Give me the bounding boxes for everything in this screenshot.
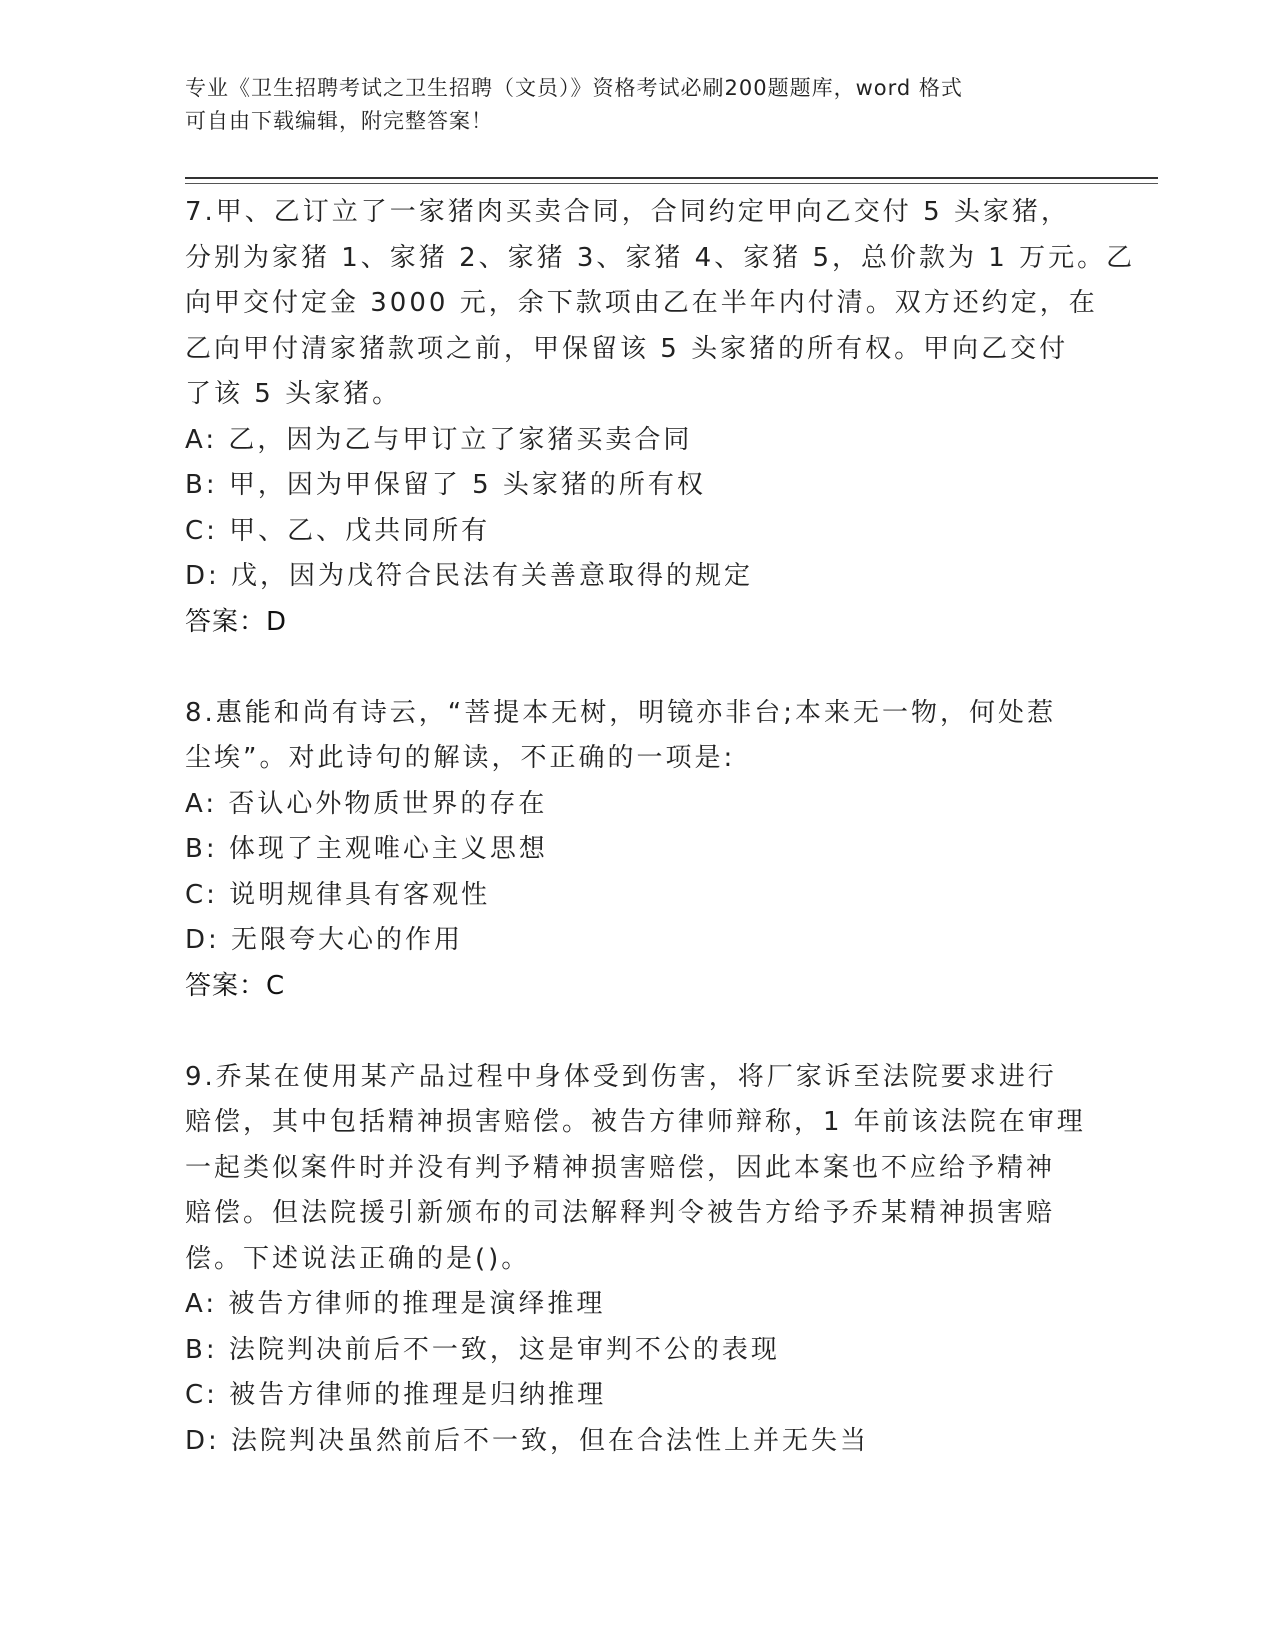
answer-label: 答案：D <box>185 606 288 637</box>
question-spacer <box>185 645 1085 691</box>
option-c: C: 被告方律师的推理是归纳推理 <box>185 1380 607 1410</box>
question-text-line: 尘埃”。对此诗句的解读，不正确的一项是: <box>185 743 736 773</box>
option-c: C: 说明规律具有客观性 <box>185 879 491 910</box>
option-b: B: 体现了主观唯心主义思想 <box>185 834 548 864</box>
option-c: C: 甲、乙、戊共同所有 <box>185 515 491 546</box>
question-text-line: 赔偿，其中包括精神损害赔偿。被告方律师辩称，1 年前该法院在审理 <box>185 1107 1086 1137</box>
header-line: 可自由下载编辑，附完整答案！ <box>185 109 493 133</box>
question-text-line: 向甲交付定金 3000 元，余下款项由乙在半年内付清。双方还约定，在 <box>185 288 1098 318</box>
option-d: D: 戊，因为戊符合民法有关善意取得的规定 <box>185 561 754 591</box>
header-divider-thick <box>185 177 1158 179</box>
question-9 <box>185 1055 1085 1465</box>
option-d: D: 无限夸大心的作用 <box>185 925 464 955</box>
question-text-line: 7.甲、乙订立了一家猪肉买卖合同，合同约定甲向乙交付 5 头家猪， <box>185 197 1070 227</box>
question-text-line: 乙向甲付清家猪款项之前，甲保留该 5 头家猪的所有权。甲向乙交付 <box>185 333 1069 364</box>
header-line: 专业《卫生招聘考试之卫生招聘（文员）》资格考试必刷200题题库，word 格式 <box>185 76 963 100</box>
question-list <box>185 190 1136 1464</box>
question-7 <box>185 190 1136 645</box>
option-a: A: 否认心外物质世界的存在 <box>185 788 548 819</box>
question-text-line: 8.惠能和尚有诗云，“菩提本无树，明镜亦非台;本来无一物，何处惹 <box>185 697 1057 728</box>
option-a: A: 被告方律师的推理是演绎推理 <box>185 1289 606 1319</box>
answer-label: 答案：C <box>185 970 286 1001</box>
question-8 <box>185 691 1085 1010</box>
option-b: B: 甲，因为甲保留了 5 头家猪的所有权 <box>185 470 706 500</box>
option-a: A: 乙，因为乙与甲订立了家猪买卖合同 <box>185 424 693 455</box>
option-b: B: 法院判决前后不一致，这是审判不公的表现 <box>185 1334 780 1365</box>
document-header <box>185 72 1085 138</box>
header-divider-thin <box>185 183 1158 184</box>
question-text-line: 9.乔某在使用某产品过程中身体受到伤害，将厂家诉至法院要求进行 <box>185 1061 1057 1092</box>
question-text-line: 了该 5 头家猪。 <box>185 379 402 409</box>
question-spacer <box>185 1009 1085 1055</box>
question-text-line: 一起类似案件时并没有判予精神损害赔偿，因此本案也不应给予精神 <box>185 1152 1056 1183</box>
question-text-line: 偿。下述说法正确的是()。 <box>185 1243 531 1274</box>
option-d: D: 法院判决虽然前后不一致，但在合法性上并无失当 <box>185 1425 870 1456</box>
question-text-line: 分别为家猪 1、家猪 2、家猪 3、家猪 4、家猪 5，总价款为 1 万元。乙 <box>185 242 1136 273</box>
question-text-line: 赔偿。但法院援引新颁布的司法解释判令被告方给予乔某精神损害赔 <box>185 1198 1056 1228</box>
